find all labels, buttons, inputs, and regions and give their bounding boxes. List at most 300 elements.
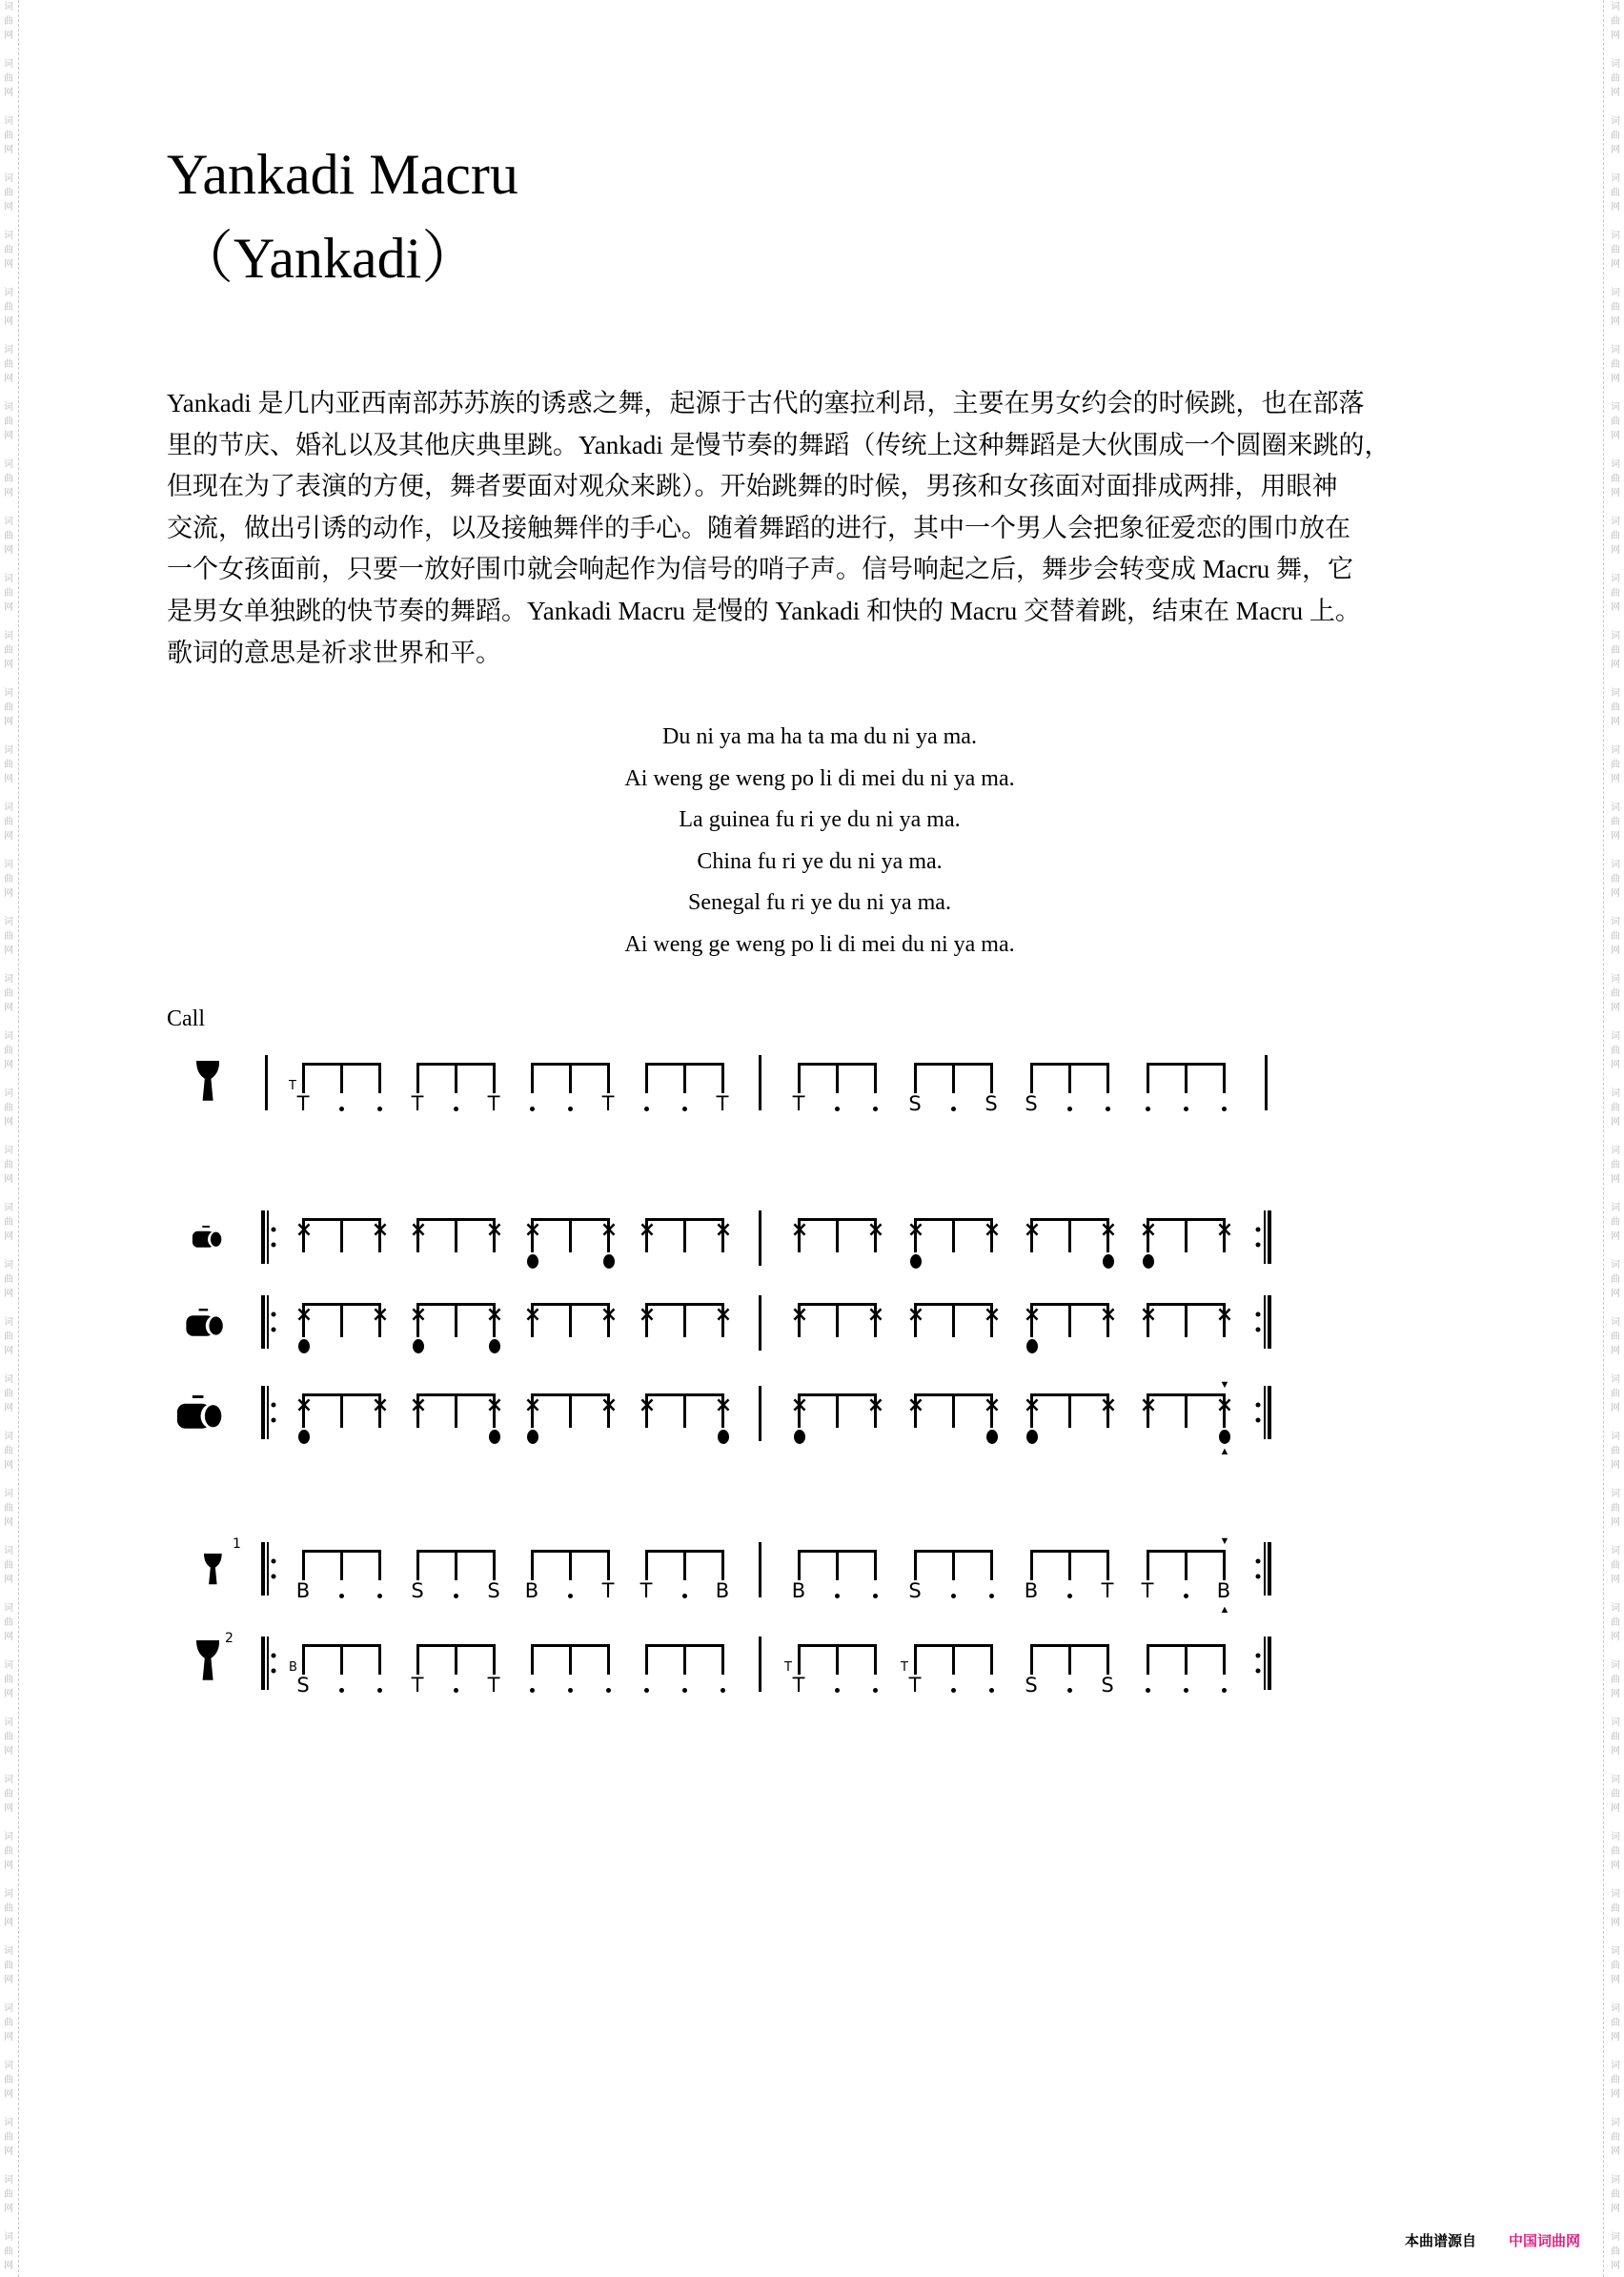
watermark-text: 词 曲 网 bbox=[1611, 2118, 1620, 2157]
note-stem bbox=[874, 1644, 877, 1675]
bell-strike-x: × bbox=[409, 1218, 428, 1242]
watermark-text: 词 曲 网 bbox=[4, 2118, 13, 2157]
watermark-text: 词 曲 网 bbox=[4, 860, 13, 899]
barline bbox=[759, 1295, 761, 1351]
watermark-text: 词 曲 网 bbox=[4, 517, 13, 556]
watermark-text: 词 曲 网 bbox=[1611, 517, 1620, 556]
bell-strike-x: × bbox=[714, 1393, 733, 1417]
watermark-text: 词 曲 网 bbox=[4, 1088, 13, 1128]
accent-mark-bottom: ▲ bbox=[1219, 1446, 1230, 1457]
note-stem bbox=[340, 1063, 343, 1093]
bell-strike-x: × bbox=[485, 1218, 504, 1242]
watermark-text: 词 曲 网 bbox=[1611, 1603, 1620, 1642]
footer-site-link[interactable]: 中国词曲网 bbox=[1509, 2232, 1581, 2249]
description-line: 一个女孩面前，只要一放好围巾就会响起作为信号的哨子声。信号响起之后，舞步会转变成 Macru 舞，它 bbox=[167, 555, 1353, 584]
note-stem bbox=[721, 1063, 724, 1093]
watermark-text: 词 曲 网 bbox=[4, 1317, 13, 1356]
stroke-s: S bbox=[487, 1579, 500, 1602]
bell-strike-x: × bbox=[523, 1393, 542, 1417]
bell-strike-x: × bbox=[906, 1393, 925, 1417]
note-stem bbox=[569, 1550, 572, 1580]
lyric-line: Ai weng ge weng po li di mei du ni ya ma. bbox=[624, 765, 1015, 791]
stick-strike-dot bbox=[489, 1339, 500, 1353]
stick-strike-dot bbox=[413, 1339, 424, 1353]
stroke-b: B bbox=[1216, 1579, 1231, 1602]
rest-dot bbox=[377, 1107, 382, 1111]
note-stem bbox=[1068, 1550, 1071, 1580]
rest-dot bbox=[1146, 1107, 1150, 1111]
rest-dot bbox=[682, 1594, 687, 1598]
note-stem bbox=[340, 1550, 343, 1580]
rest-dot bbox=[1067, 1594, 1072, 1598]
bell-strike-x: × bbox=[983, 1218, 1002, 1242]
note-stem bbox=[569, 1303, 572, 1337]
note-stem bbox=[302, 1550, 305, 1580]
stroke-s: S bbox=[411, 1579, 424, 1602]
bell-strike-x: × bbox=[1215, 1218, 1234, 1242]
bell-strike-x: × bbox=[638, 1303, 657, 1327]
rest-dot bbox=[835, 1594, 840, 1598]
watermark-text: 词 曲 网 bbox=[1611, 2061, 1620, 2100]
lyrics-block bbox=[534, 717, 1106, 966]
barline bbox=[759, 1637, 761, 1692]
watermark-text: 词 曲 网 bbox=[4, 288, 13, 327]
watermark-text: 词 曲 网 bbox=[1611, 2, 1620, 41]
stroke-t: T bbox=[411, 1674, 424, 1697]
note-stem bbox=[836, 1550, 839, 1580]
note-stem bbox=[645, 1550, 648, 1580]
note-stem bbox=[455, 1063, 457, 1093]
rest-dot bbox=[644, 1107, 649, 1111]
left-watermark-strip bbox=[2, 0, 17, 2277]
note-stem bbox=[952, 1393, 955, 1428]
stroke-b: B bbox=[715, 1579, 730, 1602]
stick-strike-dot bbox=[1143, 1254, 1154, 1269]
stroke-s: S bbox=[908, 1092, 922, 1115]
bell-strike-x: × bbox=[599, 1393, 619, 1417]
note-stem bbox=[645, 1644, 648, 1675]
grace-note: T bbox=[901, 1660, 908, 1675]
bell-strike-x: × bbox=[790, 1303, 809, 1327]
repeat-end-sign bbox=[1254, 1210, 1273, 1264]
stick-strike-dot bbox=[718, 1430, 729, 1444]
rest-dot bbox=[339, 1688, 344, 1693]
watermark-text: 词 曲 网 bbox=[4, 1718, 13, 1757]
watermark-text: 词 曲 网 bbox=[1611, 2232, 1620, 2271]
watermark-text: 词 曲 网 bbox=[1611, 1660, 1620, 1699]
note-stem bbox=[1106, 1550, 1109, 1580]
watermark-text: 词 曲 网 bbox=[1611, 1374, 1620, 1413]
stroke-b: B bbox=[295, 1579, 311, 1602]
watermark-text: 词 曲 网 bbox=[4, 2, 13, 41]
rest-dot bbox=[644, 1688, 649, 1693]
note-stem bbox=[952, 1644, 955, 1675]
watermark-text: 词 曲 网 bbox=[1611, 1889, 1620, 1928]
watermark-text: 词 曲 网 bbox=[4, 1203, 13, 1242]
note-stem bbox=[1185, 1550, 1188, 1580]
watermark-text: 词 曲 网 bbox=[1611, 2175, 1620, 2214]
description-line: 交流，做出引诱的动作，以及接触舞伴的手心。随着舞蹈的进行，其中一个男人会把象征爱恋的围巾放在 bbox=[167, 513, 1350, 542]
note-stem bbox=[952, 1303, 955, 1337]
bell-strike-x: × bbox=[983, 1303, 1002, 1327]
note-stem bbox=[569, 1393, 572, 1428]
watermark-text: 词 曲 网 bbox=[4, 1146, 13, 1185]
stick-strike-dot bbox=[910, 1254, 922, 1269]
note-stem bbox=[607, 1644, 610, 1675]
watermark-text: 词 曲 网 bbox=[1611, 803, 1620, 842]
watermark-text: 词 曲 网 bbox=[1611, 59, 1620, 98]
note-stem bbox=[914, 1644, 917, 1675]
watermark-text: 词 曲 网 bbox=[1611, 345, 1620, 384]
note-stem bbox=[798, 1550, 801, 1580]
note-stem bbox=[1223, 1550, 1226, 1580]
rest-dot bbox=[873, 1107, 878, 1111]
bell-strike-x: × bbox=[1099, 1303, 1118, 1327]
watermark-text: 词 曲 网 bbox=[1611, 1146, 1620, 1185]
note-stem bbox=[569, 1644, 572, 1675]
watermark-text: 词 曲 网 bbox=[4, 1374, 13, 1413]
stroke-s: S bbox=[296, 1674, 310, 1697]
bell-strike-x: × bbox=[906, 1303, 925, 1327]
watermark-text: 词 曲 网 bbox=[4, 974, 13, 1013]
note-stem bbox=[455, 1644, 457, 1675]
call-label: Call bbox=[167, 1006, 205, 1031]
stroke-s: S bbox=[908, 1579, 922, 1602]
rest-dot bbox=[1184, 1688, 1188, 1693]
note-stem bbox=[952, 1063, 955, 1093]
rest-dot bbox=[873, 1688, 878, 1693]
note-stem bbox=[798, 1063, 801, 1093]
bell-strike-x: × bbox=[638, 1218, 657, 1242]
note-stem bbox=[455, 1393, 457, 1428]
rest-dot bbox=[568, 1688, 573, 1693]
note-stem bbox=[531, 1063, 534, 1093]
repeat-start-sign bbox=[261, 1295, 280, 1349]
lyric-line: Ai weng ge weng po li di mei du ni ya ma. bbox=[624, 931, 1015, 957]
watermark-text: 词 曲 网 bbox=[4, 2061, 13, 2100]
rest-dot bbox=[454, 1688, 458, 1693]
stroke-t: T bbox=[1141, 1579, 1154, 1602]
note-stem bbox=[340, 1644, 343, 1675]
watermark-text: 词 曲 网 bbox=[4, 59, 13, 98]
watermark-text: 词 曲 网 bbox=[1611, 1260, 1620, 1299]
note-stem bbox=[493, 1644, 496, 1675]
watermark-text: 词 曲 网 bbox=[4, 1660, 13, 1699]
bell-strike-x: × bbox=[485, 1393, 504, 1417]
stick-strike-dot bbox=[527, 1254, 538, 1269]
rest-dot bbox=[951, 1594, 956, 1598]
rest-dot bbox=[682, 1688, 687, 1693]
watermark-text: 词 曲 网 bbox=[4, 1946, 13, 1985]
bell-strike-x: × bbox=[1099, 1218, 1118, 1242]
watermark-text: 词 曲 网 bbox=[1611, 917, 1620, 956]
bell-strike-x: × bbox=[1215, 1303, 1234, 1327]
bell-strike-x: × bbox=[1099, 1393, 1118, 1417]
watermark-text: 词 曲 网 bbox=[4, 459, 13, 498]
note-stem bbox=[952, 1550, 955, 1580]
note-stem bbox=[1030, 1550, 1033, 1580]
bell-strike-x: × bbox=[1139, 1303, 1158, 1327]
note-stem bbox=[1223, 1644, 1226, 1675]
note-stem bbox=[455, 1303, 457, 1337]
note-stem bbox=[798, 1644, 801, 1675]
stick-strike-dot bbox=[298, 1339, 310, 1353]
note-stem bbox=[952, 1218, 955, 1252]
bell-strike-x: × bbox=[1023, 1303, 1042, 1327]
note-stem bbox=[721, 1644, 724, 1675]
barline bbox=[265, 1055, 268, 1110]
djembe-icon bbox=[196, 1640, 219, 1687]
stick-strike-dot bbox=[527, 1430, 538, 1444]
watermark-text: 词 曲 网 bbox=[1611, 231, 1620, 270]
rest-dot bbox=[1067, 1107, 1072, 1111]
rest-dot bbox=[989, 1594, 994, 1598]
note-stem bbox=[1068, 1218, 1071, 1252]
accent-mark-bottom: ▲ bbox=[1219, 1604, 1230, 1616]
note-stem bbox=[683, 1550, 686, 1580]
stick-strike-dot bbox=[794, 1430, 805, 1444]
description-line: 是男女单独跳的快节奏的舞蹈。Yankadi Macru 是慢的 Yankadi 和快的 Macru 交替着跳，结束在 Macru 上。 bbox=[167, 596, 1361, 625]
note-stem bbox=[569, 1218, 572, 1252]
note-stem bbox=[836, 1644, 839, 1675]
stroke-b: B bbox=[524, 1579, 539, 1602]
watermark-text: 词 曲 网 bbox=[4, 402, 13, 441]
repeat-end-sign bbox=[1254, 1295, 1273, 1349]
bell-strike-x: × bbox=[294, 1393, 314, 1417]
watermark-text: 词 曲 网 bbox=[4, 173, 13, 213]
note-stem bbox=[683, 1644, 686, 1675]
rest-dot bbox=[1222, 1107, 1227, 1111]
bell-strike-x: × bbox=[866, 1303, 885, 1327]
note-stem bbox=[1185, 1393, 1188, 1428]
note-stem bbox=[607, 1063, 610, 1093]
stroke-t: T bbox=[716, 1092, 729, 1115]
bell-strike-x: × bbox=[294, 1303, 314, 1327]
repeat-end-sign bbox=[1254, 1542, 1273, 1596]
watermark-text: 词 曲 网 bbox=[1611, 1489, 1620, 1528]
stroke-s: S bbox=[1101, 1674, 1114, 1697]
note-stem bbox=[416, 1063, 419, 1093]
grace-note: T bbox=[289, 1079, 296, 1093]
note-stem bbox=[874, 1550, 877, 1580]
note-stem bbox=[1068, 1063, 1071, 1093]
medium-bell-icon bbox=[184, 1309, 225, 1341]
bell-strike-x: × bbox=[638, 1393, 657, 1417]
stick-strike-dot bbox=[986, 1430, 998, 1444]
stroke-s: S bbox=[1025, 1092, 1038, 1115]
djembe-icon bbox=[204, 1554, 222, 1591]
watermark-text: 词 曲 网 bbox=[1611, 688, 1620, 727]
watermark-text: 词 曲 网 bbox=[1611, 574, 1620, 613]
rest-dot bbox=[721, 1688, 725, 1693]
stroke-t: T bbox=[601, 1092, 615, 1115]
bell-strike-x: × bbox=[599, 1218, 619, 1242]
rest-dot bbox=[951, 1688, 956, 1693]
stroke-t: T bbox=[908, 1674, 922, 1697]
watermark-text: 词 曲 网 bbox=[4, 1832, 13, 1871]
stroke-s: S bbox=[1025, 1674, 1038, 1697]
watermark-text: 词 曲 网 bbox=[1611, 402, 1620, 441]
note-stem bbox=[1147, 1063, 1149, 1093]
rest-dot bbox=[1184, 1107, 1188, 1111]
note-stem bbox=[990, 1550, 993, 1580]
note-stem bbox=[1106, 1644, 1109, 1675]
bell-strike-x: × bbox=[409, 1303, 428, 1327]
rest-dot bbox=[530, 1688, 535, 1693]
bell-strike-x: × bbox=[371, 1303, 390, 1327]
rest-dot bbox=[530, 1107, 535, 1111]
bell-strike-x: × bbox=[371, 1218, 390, 1242]
note-stem bbox=[340, 1218, 343, 1252]
note-stem bbox=[1185, 1303, 1188, 1337]
bell-strike-x: × bbox=[294, 1218, 314, 1242]
repeat-start-sign bbox=[261, 1210, 280, 1264]
left-margin-line bbox=[18, 0, 19, 2277]
note-stem bbox=[1185, 1063, 1188, 1093]
note-stem bbox=[302, 1063, 305, 1093]
barline bbox=[759, 1386, 761, 1441]
watermark-text: 词 曲 网 bbox=[4, 1889, 13, 1928]
barline bbox=[759, 1055, 761, 1110]
rest-dot bbox=[873, 1594, 878, 1598]
djembe-icon bbox=[196, 1061, 219, 1108]
stick-strike-dot bbox=[1219, 1430, 1230, 1444]
rest-dot bbox=[606, 1688, 611, 1693]
repeat-start-sign bbox=[261, 1542, 280, 1596]
page-title: Yankadi Macru bbox=[167, 143, 518, 206]
rest-dot bbox=[951, 1107, 956, 1111]
watermark-text: 词 曲 网 bbox=[1611, 860, 1620, 899]
rest-dot bbox=[835, 1688, 840, 1693]
watermark-text: 词 曲 网 bbox=[4, 631, 13, 670]
grace-note: B bbox=[289, 1660, 297, 1675]
watermark-text: 词 曲 网 bbox=[1611, 1317, 1620, 1356]
small-bell-icon bbox=[191, 1226, 223, 1252]
bell-strike-x: × bbox=[790, 1218, 809, 1242]
note-stem bbox=[455, 1550, 457, 1580]
note-stem bbox=[836, 1393, 839, 1428]
stick-strike-dot bbox=[1103, 1254, 1114, 1269]
bell-strike-x: × bbox=[599, 1303, 619, 1327]
note-stem bbox=[340, 1393, 343, 1428]
note-stem bbox=[990, 1063, 993, 1093]
stroke-s: S bbox=[985, 1092, 998, 1115]
watermark-text: 词 曲 网 bbox=[4, 803, 13, 842]
note-stem bbox=[1147, 1550, 1149, 1580]
right-margin-line bbox=[1603, 0, 1604, 2277]
bell-strike-x: × bbox=[371, 1393, 390, 1417]
stick-strike-dot bbox=[603, 1254, 615, 1269]
lyric-line: Senegal fu ri ye du ni ya ma. bbox=[688, 890, 951, 916]
instrument-number: 2 bbox=[225, 1631, 233, 1646]
note-stem bbox=[721, 1550, 724, 1580]
watermark-text: 词 曲 网 bbox=[4, 688, 13, 727]
bell-strike-x: × bbox=[866, 1393, 885, 1417]
watermark-text: 词 曲 网 bbox=[1611, 1031, 1620, 1070]
watermark-text: 词 曲 网 bbox=[4, 1546, 13, 1585]
watermark-text: 词 曲 网 bbox=[4, 2003, 13, 2043]
rest-dot bbox=[454, 1594, 458, 1598]
bell-strike-x: × bbox=[866, 1218, 885, 1242]
description-line: 但现在为了表演的方便，舞者要面对观众来跳）。开始跳舞的时候，男孩和女孩面对面排成两排，用眼神 bbox=[167, 472, 1338, 501]
watermark-text: 词 曲 网 bbox=[4, 1260, 13, 1299]
watermark-text: 词 曲 网 bbox=[1611, 2003, 1620, 2043]
note-stem bbox=[569, 1063, 572, 1093]
rest-dot bbox=[339, 1594, 344, 1598]
watermark-text: 词 曲 网 bbox=[4, 345, 13, 384]
stroke-t: T bbox=[792, 1674, 805, 1697]
watermark-text: 词 曲 网 bbox=[1611, 1546, 1620, 1585]
rest-dot bbox=[682, 1107, 687, 1111]
note-stem bbox=[1068, 1393, 1071, 1428]
bell-strike-x: × bbox=[1139, 1218, 1158, 1242]
bell-strike-x: × bbox=[1023, 1393, 1042, 1417]
page-subtitle: （Yankadi） bbox=[176, 227, 479, 290]
watermark-text: 词 曲 网 bbox=[4, 231, 13, 270]
bell-strike-x: × bbox=[983, 1393, 1002, 1417]
rest-dot bbox=[1222, 1688, 1227, 1693]
note-stem bbox=[836, 1303, 839, 1337]
stroke-t: T bbox=[296, 1092, 310, 1115]
stick-strike-dot bbox=[489, 1430, 500, 1444]
note-stem bbox=[683, 1063, 686, 1093]
stroke-t: T bbox=[487, 1092, 500, 1115]
bell-strike-x: × bbox=[1215, 1393, 1234, 1417]
watermark-text: 词 曲 网 bbox=[4, 1432, 13, 1471]
watermark-text: 词 曲 网 bbox=[4, 574, 13, 613]
watermark-text: 词 曲 网 bbox=[4, 745, 13, 784]
watermark-text: 词 曲 网 bbox=[1611, 1946, 1620, 1985]
watermark-text: 词 曲 网 bbox=[1611, 1775, 1620, 1814]
bell-strike-x: × bbox=[409, 1393, 428, 1417]
bell-strike-x: × bbox=[906, 1218, 925, 1242]
rest-dot bbox=[1106, 1107, 1110, 1111]
bell-strike-x: × bbox=[1139, 1393, 1158, 1417]
note-stem bbox=[378, 1644, 381, 1675]
note-stem bbox=[378, 1063, 381, 1093]
accent-mark-top: ▼ bbox=[1219, 1379, 1230, 1391]
note-stem bbox=[455, 1218, 457, 1252]
bell-strike-x: × bbox=[714, 1218, 733, 1242]
watermark-text: 词 曲 网 bbox=[1611, 1718, 1620, 1757]
note-stem bbox=[416, 1550, 419, 1580]
bell-strike-x: × bbox=[485, 1303, 504, 1327]
stroke-b: B bbox=[791, 1579, 806, 1602]
note-stem bbox=[836, 1218, 839, 1252]
note-stem bbox=[1068, 1644, 1071, 1675]
note-stem bbox=[378, 1550, 381, 1580]
watermark-text: 词 曲 网 bbox=[4, 917, 13, 956]
rest-dot bbox=[1067, 1688, 1072, 1693]
rest-dot bbox=[377, 1594, 382, 1598]
note-stem bbox=[531, 1644, 534, 1675]
lyric-line: China fu ri ye du ni ya ma. bbox=[697, 848, 943, 874]
watermark-text: 词 曲 网 bbox=[1611, 745, 1620, 784]
repeat-end-sign bbox=[1254, 1637, 1273, 1690]
watermark-text: 词 曲 网 bbox=[4, 116, 13, 155]
repeat-end-sign bbox=[1254, 1386, 1273, 1439]
right-watermark-strip bbox=[1609, 0, 1624, 2277]
note-stem bbox=[1106, 1063, 1109, 1093]
note-stem bbox=[914, 1550, 917, 1580]
bell-strike-x: × bbox=[714, 1303, 733, 1327]
barline bbox=[759, 1542, 761, 1597]
accent-mark-top: ▼ bbox=[1219, 1535, 1230, 1547]
watermark-text: 词 曲 网 bbox=[1611, 173, 1620, 213]
rest-dot bbox=[835, 1107, 840, 1111]
rest-dot bbox=[454, 1107, 458, 1111]
stroke-t: T bbox=[601, 1579, 615, 1602]
